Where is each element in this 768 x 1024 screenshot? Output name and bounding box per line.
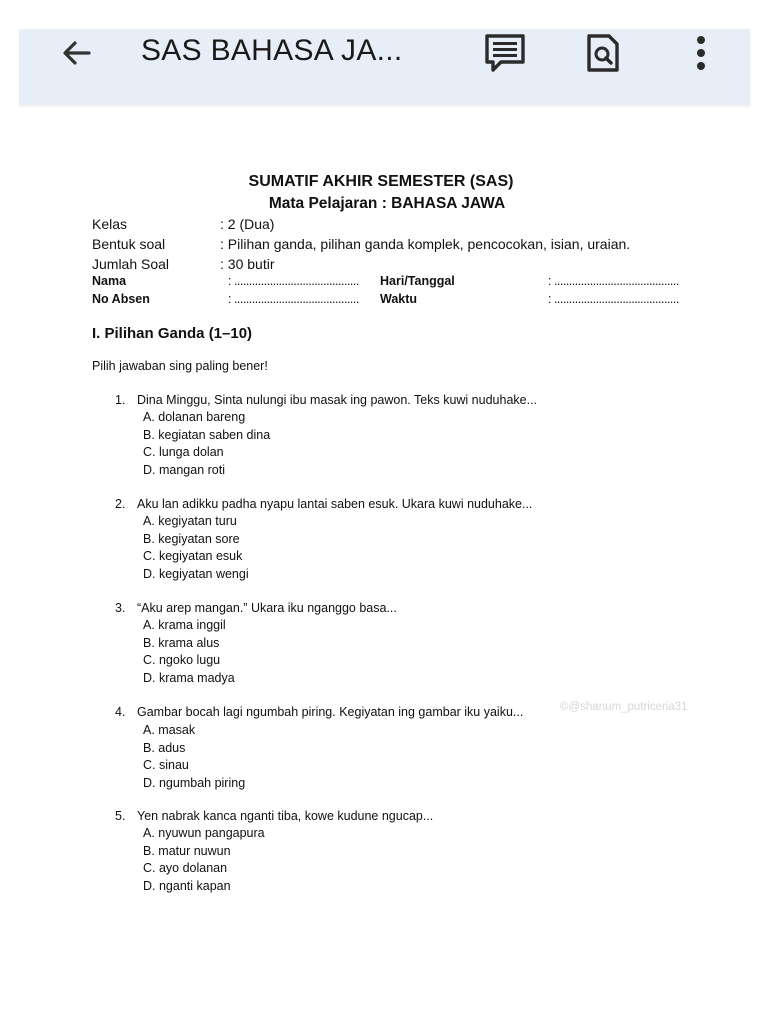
kelas-label: Kelas xyxy=(92,216,128,232)
more-vert-icon[interactable] xyxy=(679,33,723,73)
question-text: Aku lan adikku padha nyapu lantai saben esuk. Ukara kuwi nuduhake... xyxy=(137,497,533,511)
hari-label: Hari/Tanggal xyxy=(380,274,455,288)
hari-value: : .......................................... xyxy=(548,274,679,288)
option-d: D. ngumbah piring xyxy=(143,775,246,790)
question-text: Gambar bocah lagi ngumbah piring. Kegiyatan ing gambar iku yaiku... xyxy=(137,705,524,719)
app-bar xyxy=(19,29,750,105)
subject-heading: Mata Pelajaran : BAHASA JAWA xyxy=(268,195,506,212)
nama-label: Nama xyxy=(92,274,127,288)
document-title: SAS BAHASA JA... xyxy=(141,34,403,67)
option-a: A. krama inggil xyxy=(143,618,226,632)
back-arrow-icon[interactable] xyxy=(59,35,95,71)
option-a: A. dolanan bareng xyxy=(143,410,246,424)
question-number: 5. xyxy=(115,809,126,823)
option-d: D. nganti kapan xyxy=(143,878,231,893)
question-number: 1. xyxy=(115,393,126,407)
option-d: D. kegiyatan wengi xyxy=(143,566,249,581)
waktu-value: : .......................................... xyxy=(548,292,679,306)
absen-value: : .......................................... xyxy=(228,292,359,306)
question-text: Dina Minggu, Sinta nulungi ibu masak ing pawon. Teks kuwi nuduhake... xyxy=(137,393,538,407)
waktu-label: Waktu xyxy=(380,292,418,306)
notes-icon[interactable] xyxy=(483,33,527,73)
option-b: B. kegiyatan sore xyxy=(143,531,240,546)
option-c: C. ayo dolanan xyxy=(143,861,228,875)
search-document-icon[interactable] xyxy=(581,33,625,73)
exam-heading: SUMATIF AKHIR SEMESTER (SAS) xyxy=(248,173,514,190)
question-number: 2. xyxy=(115,497,126,511)
section-title: I. Pilihan Ganda (1–10) xyxy=(92,325,253,342)
nama-value: : .......................................... xyxy=(228,274,359,288)
kelas-value: : 2 (Dua) xyxy=(220,216,275,232)
option-b: B. adus xyxy=(143,740,186,755)
option-c: C. kegiyatan esuk xyxy=(143,549,243,563)
option-b: B. kegiatan saben dina xyxy=(143,427,271,442)
jumlah-label: Jumlah Soal xyxy=(92,256,170,272)
option-c: C. ngoko lugu xyxy=(143,653,221,667)
option-a: A. kegiyatan turu xyxy=(143,514,237,528)
jumlah-value: : 30 butir xyxy=(220,256,275,272)
question-text: “Aku arep mangan.” Ukara iku nganggo basa... xyxy=(137,601,397,615)
option-b: B. matur nuwun xyxy=(143,843,231,858)
question-number: 3. xyxy=(115,601,126,615)
option-d: D. mangan roti xyxy=(143,462,225,477)
option-d: D. krama madya xyxy=(143,670,235,685)
absen-label: No Absen xyxy=(92,292,150,306)
question-number: 4. xyxy=(115,705,126,719)
option-c: C. lunga dolan xyxy=(143,445,224,459)
bentuk-value: : Pilihan ganda, pilihan ganda komplek, pencocokan, isian, uraian. xyxy=(220,236,631,252)
question-text: Yen nabrak kanca nganti tiba, kowe kudune ngucap... xyxy=(137,809,434,823)
bentuk-label: Bentuk soal xyxy=(92,236,166,252)
option-c: C. sinau xyxy=(143,758,189,772)
option-b: B. krama alus xyxy=(143,635,220,650)
instruction: Pilih jawaban sing paling bener! xyxy=(92,359,268,373)
option-a: A. masak xyxy=(143,723,196,737)
option-a: A. nyuwun pangapura xyxy=(143,826,265,840)
watermark: ©@shanum_putriceria31 xyxy=(560,701,688,713)
